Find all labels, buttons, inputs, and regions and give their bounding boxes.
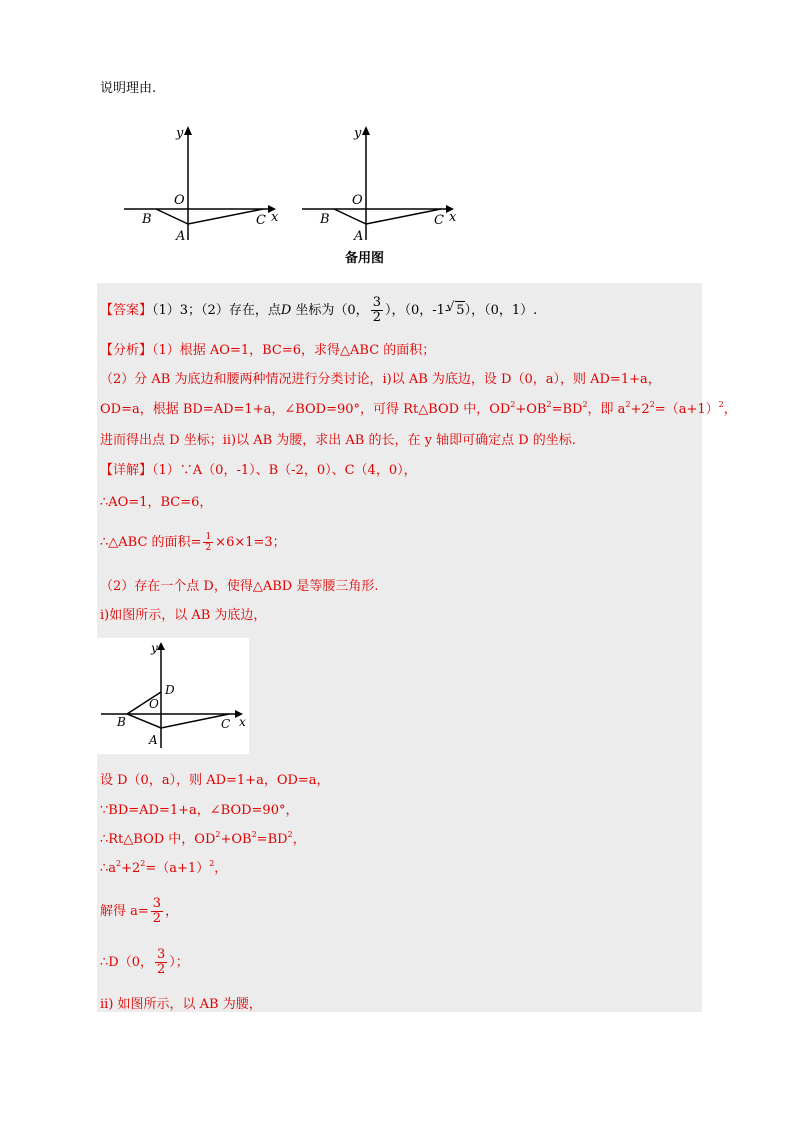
detail-line-1: 【详解】（1）∵A（0，-1）、B（-2，0）、C（4，0）， [100, 463, 417, 478]
answer-line: 【答案】（1）3；（2）存在，点D 坐标为（0， $\frac{3}{2}$ ），（0，-1-√ 5），（0，1）. [100, 296, 537, 325]
spare-figure-caption: 备用图 [345, 251, 385, 266]
svg-text:B: B [320, 212, 330, 227]
svg-text:B: B [117, 715, 126, 729]
label-o: O [174, 193, 185, 208]
analysis-line-2: （2）分 AB 为底边和腰两种情况进行分类讨论，i)以 AB 为底边，设 D（0，a），则 AD=1+a， [100, 372, 661, 387]
detail-line-12: ii) 如图所示，以 AB 为腰， [100, 997, 262, 1012]
triangle-abc [156, 209, 263, 224]
svg-text:x: x [239, 715, 246, 729]
label-y: y [176, 126, 184, 141]
svg-text:y: y [151, 641, 158, 655]
analysis-line-1: 【分析】（1）根据 AO=1，BC=6，求得△ABC 的面积； [100, 343, 436, 358]
figure-case-i [97, 638, 249, 754]
figure-spare [296, 120, 466, 245]
svg-text:C: C [221, 717, 231, 731]
label-b: B [142, 212, 152, 227]
svg-text:y: y [354, 126, 362, 141]
intro-text: 说明理由. [100, 81, 157, 96]
label-c: C [256, 213, 266, 228]
detail-line-7: ∵BD=AD=1+a，∠BOD=90°， [100, 803, 299, 818]
detail-line-11: ∴D（0， $\frac{3}{2}$ ）； [100, 947, 189, 977]
label-a: A [176, 229, 186, 244]
svg-text:x: x [449, 210, 457, 225]
svg-text:O: O [352, 193, 363, 208]
svg-text:A: A [354, 229, 364, 244]
detail-line-5: i)如图所示，以 AB 为底边， [100, 608, 267, 623]
analysis-line-4: 进而得出点 D 坐标；ii)以 AB 为腰，求出 AB 的长，在 y 轴即可确定点 D 的坐标. [100, 433, 576, 448]
svg-text:A: A [149, 733, 158, 747]
detail-line-3: ∴△ABC 的面积= $\frac{1}{2}$ ×6×1=3； [100, 532, 286, 553]
detail-line-8: ∴Rt△BOD 中，$OD^2+OB^2=BD^2$， [100, 830, 306, 847]
detail-line-2: ∴AO=1，BC=6， [100, 495, 213, 510]
svg-text:D: D [165, 683, 175, 697]
svg-text:C: C [434, 213, 444, 228]
detail-line-9: $\therefore a^2+2^2=(a+1)^2$， [100, 859, 228, 876]
svg-text:O: O [149, 697, 159, 711]
detail-line-4: （2）存在一个点 D，使得△ABD 是等腰三角形. [100, 579, 379, 594]
figure-main [118, 120, 288, 245]
detail-line-6: 设 D（0，a），则 AD=1+a，OD=a， [100, 773, 330, 788]
analysis-line-3: OD=a，根据 BD=AD=1+a，∠BOD=90°，可得 Rt△BOD 中，$OD^2+OB^2=BD^2$，即 $a^2+2^2=(a+1)^2$， [100, 400, 737, 417]
detail-line-10: 解得 a= $\frac{3}{2}$ ， [100, 896, 179, 926]
label-x: x [271, 210, 279, 225]
